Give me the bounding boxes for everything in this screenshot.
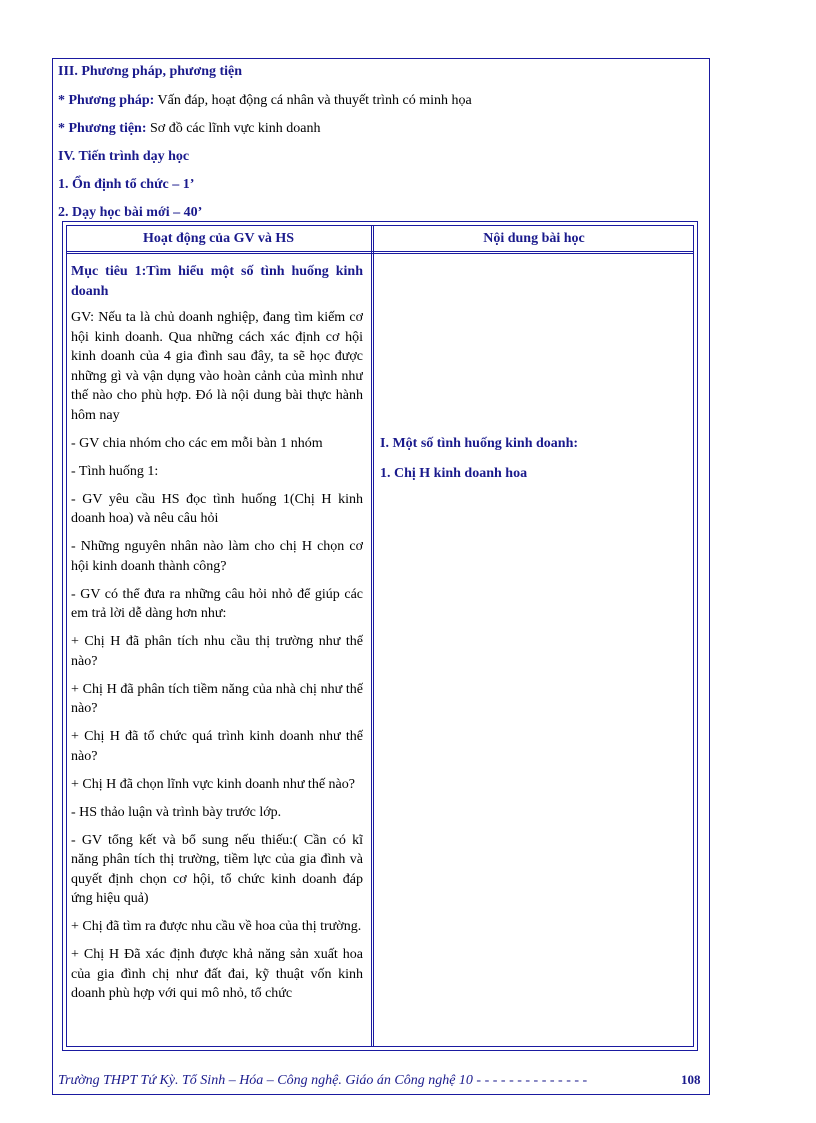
activity-paragraph: - Tình huống 1: <box>71 463 159 479</box>
activity-paragraph: + Chị H đã chọn lĩnh vực kinh doanh như thế nào? <box>71 776 355 792</box>
activity-paragraph: GV: Nếu ta là chủ doanh nghiệp, đang tìm kiếm cơ hội kinh doanh. Qua những cách xác định cơ hội kinh doanh của 4 gia đình sau đây, ta sẽ học được những gì và vận dụng vào hoàn cảnh của mình như thế nào cho phù hợp. Đó là nội dung bài thực hành hôm nay <box>71 310 363 423</box>
page-footer: Trường THPT Tứ Kỳ. Tổ Sinh – Hóa – Công nghệ. Giáo án Công nghệ 10 - - - - - - - - - - - - - - <box>58 1073 588 1088</box>
step-1: 1. Ổn định tổ chức – 1’ <box>58 177 195 192</box>
activity-paragraph: - GV có thể đưa ra những câu hỏi nhỏ để giúp các em trả lời dễ dàng hơn như: <box>71 586 363 621</box>
header-teacher-student-activity: Hoạt động của GV và HS <box>142 231 295 246</box>
activity-paragraph: + Chị đã tìm ra được nhu cầu về hoa của thị trường. <box>71 919 362 934</box>
activity-paragraph: + Chị H đã phân tích nhu cầu thị trường như thế nào? <box>71 634 363 669</box>
means-line <box>58 119 321 139</box>
method-label: * Phương pháp: <box>58 93 155 108</box>
step-2: 2. Dạy học bài mới – 40’ <box>58 205 203 220</box>
activity-paragraph: + Chị H đã tổ chức quá trình kinh doanh như thế nào? <box>71 729 363 764</box>
activity-paragraph: - GV tổng kết và bổ sung nếu thiếu:( Cần có kĩ năng phân tích thị trường, tiềm lực của gia đình và quyết định chọn cơ hội, tổ chức kinh doanh đáp ứng hiệu quả) <box>71 832 363 906</box>
page-number: 108 <box>681 1072 701 1087</box>
method-text: Vấn đáp, hoạt động cá nhân và thuyết trình có minh họa <box>154 93 472 108</box>
activity-paragraph: + Chị H đã phân tích tiềm năng của nhà chị như thế nào? <box>71 681 363 716</box>
content-heading: I. Một số tình huống kinh doanh: <box>380 436 579 451</box>
column-divider <box>371 225 374 1047</box>
activity-paragraph: - Những nguyên nhân nào làm cho chị H chọn cơ hội kinh doanh thành công? <box>71 539 363 574</box>
header-lesson-content: Nội dung bài học <box>483 231 585 246</box>
activity-column <box>71 262 363 1044</box>
content-column <box>380 434 688 493</box>
activity-paragraph: + Chị H Đã xác định được khả năng sản xuất hoa của gia đình chị như đất đai, kỹ thuật vốn kinh doanh phù hợp với qui mô nhỏ, tổ chức <box>71 947 363 1001</box>
objective-heading: Mục tiêu 1:Tìm hiểu một số tình huống kinh doanh <box>71 264 363 299</box>
section-4-title: IV. Tiến trình dạy học <box>58 149 190 164</box>
header-divider <box>66 251 694 254</box>
activity-paragraph: - HS thảo luận và trình bày trước lớp. <box>71 804 282 820</box>
activity-paragraph: - GV chia nhóm cho các em mỗi bàn 1 nhóm <box>71 435 323 451</box>
content-subheading: 1. Chị H kinh doanh hoa <box>380 465 528 481</box>
activity-paragraph: - GV yêu cầu HS đọc tình huống 1(Chị H kinh doanh hoa) và nêu câu hỏi <box>71 491 363 526</box>
section-3-title: III. Phương pháp, phương tiện <box>58 64 243 79</box>
means-label: * Phương tiện: <box>58 121 147 136</box>
means-text: Sơ đồ các lĩnh vực kinh doanh <box>146 121 321 136</box>
method-line <box>58 91 472 111</box>
